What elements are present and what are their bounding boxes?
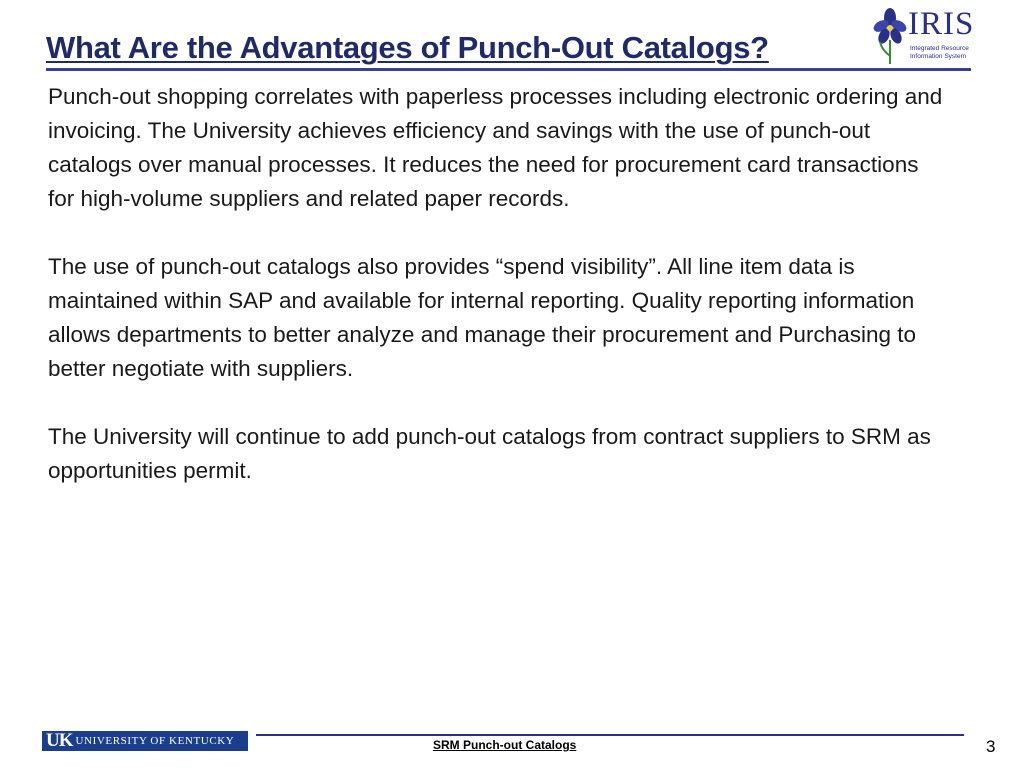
iris-logo	[870, 4, 980, 68]
footer-title: SRM Punch-out Catalogs	[433, 738, 577, 752]
iris-subtitle-line-2: Information System	[910, 53, 966, 60]
title-underline-rule	[46, 68, 971, 71]
uk-mark: UK	[46, 730, 73, 751]
uk-wordmark: UNIVERSITY OF KENTUCKY	[75, 735, 235, 747]
slide-title: What Are the Advantages of Punch-Out Catalogs?	[46, 30, 769, 65]
page-number: 3	[986, 737, 996, 756]
footer-rule	[256, 734, 964, 736]
iris-logo-wordmark: IRIS	[908, 6, 975, 42]
iris-logo-subtitle	[910, 45, 969, 61]
paragraph-2: The use of punch-out catalogs also provides “spend visibility”. All line item data is maintained within SAP and available for internal reporting. Quality reporting information allows departments to better analyze and manage their procurement and Purchasing to better negotiate with suppliers.	[48, 254, 917, 381]
iris-subtitle-line-1: Integrated Resource	[910, 45, 969, 52]
paragraph-1: Punch-out shopping correlates with paperless processes including electronic ordering and invoicing. The University achieves efficiency and savings with the use of punch-out catalogs over manual processes. It reduces the need for procurement card transactions for high-volume suppliers and related paper records.	[48, 84, 943, 211]
iris-flower-icon	[872, 6, 908, 66]
paragraph-3: The University will continue to add punch-out catalogs from contract suppliers to SRM as opportunities permit.	[48, 424, 931, 483]
university-of-kentucky-logo	[42, 731, 248, 751]
slide-body	[48, 80, 948, 522]
